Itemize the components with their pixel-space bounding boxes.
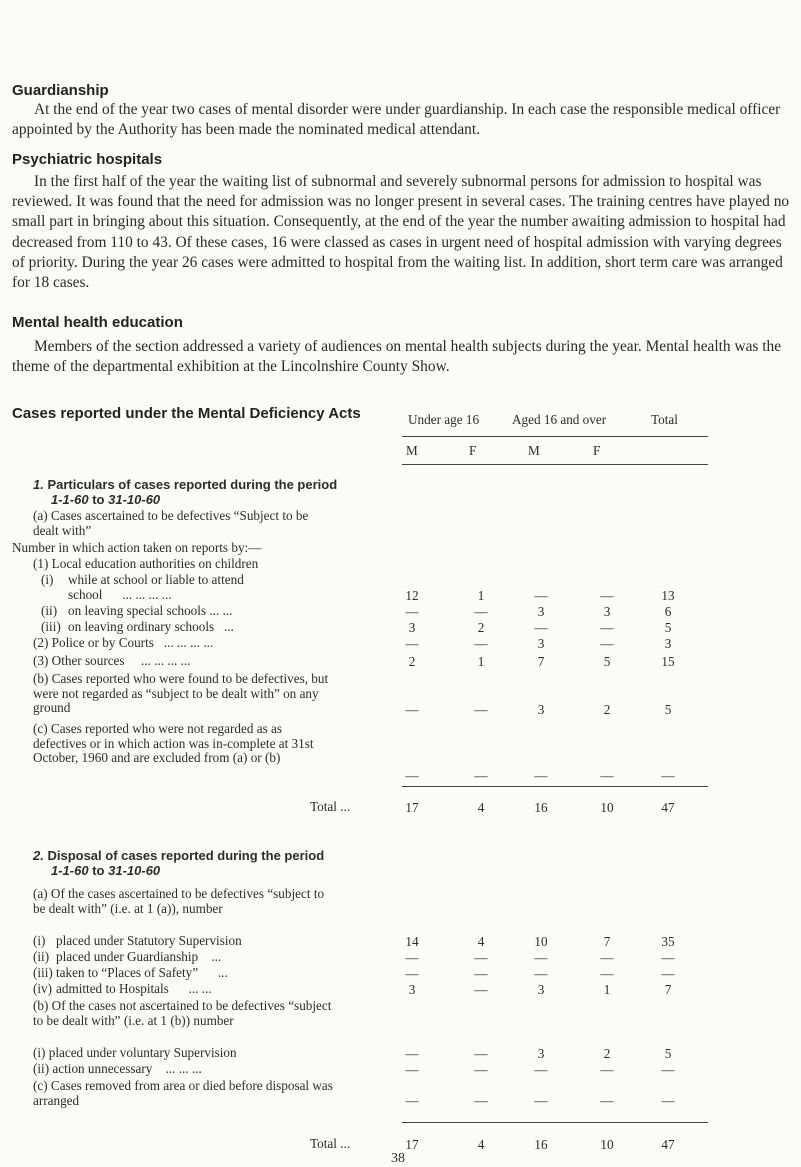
part2-bi: (i) placed under voluntary Supervision <box>33 1045 237 1060</box>
guardianship-text: At the end of the year two cases of mental disorder were under guardianship. In each case the responsible medical officer appointed by the Authority has been made the nominated medical attendant. <box>12 101 781 139</box>
part2-ai-num: (i) <box>33 933 46 948</box>
cell-part1-rows-r3-total: 15 <box>661 654 675 669</box>
part2-a: (a) Of the cases ascertained to be defectives “subject to be dealt with” (i.e. at 1 (a)), number <box>33 886 325 916</box>
part2-period <box>51 864 160 879</box>
part2-ai-text: placed under Statutory Supervision <box>56 933 242 948</box>
cell-part2-rows-ii-under16-m: — <box>405 950 419 965</box>
cell-part2-rows-total-under16-f: 4 <box>477 1137 485 1152</box>
cell-part2-rows-total-aged16-m: 16 <box>534 1137 548 1152</box>
guardianship-heading: Guardianship <box>12 82 109 99</box>
part1-period <box>51 493 160 508</box>
part1-heading <box>33 478 337 493</box>
part1-period-to: 31-10-60 <box>108 492 161 507</box>
cell-part1-rows-total-under16-m: 17 <box>405 800 419 815</box>
page-number: 38 <box>391 1151 405 1166</box>
cell-part1-rows-iii-aged16-f: — <box>600 620 614 635</box>
cell-part1-rows-r3-aged16-m: 7 <box>537 654 545 669</box>
psychiatric-text: In the first half of the year the waiting list of subnormal and severely subnormal persons for admission to hospital was reviewed. It was found that the need for admission was no longer present in several cases. The training centres have played no small part in bringing about this situation. Consequently, at the end of the year the number awaiting admission to hospital had decreased from 110 to 43. Of these cases, 16 were classed as cases in urgent need of hospital admission with varying degrees of priority. During the year 26 cases were admitted to hospital from the waiting list. In addition, short term care was arranged for 18 cases. <box>12 173 790 292</box>
part2-bii: (ii) action unnecessary ... ... ... <box>33 1061 202 1076</box>
cell-part2-rows-iv-under16-m: 3 <box>408 982 416 997</box>
col-f-aged16: F <box>593 443 601 458</box>
col-group-under16: Under age 16 <box>408 412 480 427</box>
cell-part2-rows-ii-total: — <box>661 950 675 965</box>
part1-heading-text: Particulars of cases reported during the period <box>47 477 338 492</box>
cell-part1-rows-total-aged16-m: 16 <box>534 800 548 815</box>
cell-part1-rows-i-under16-m: 12 <box>405 588 419 603</box>
cell-part1-rows-ii-under16-f: — <box>474 604 488 619</box>
cell-part1-rows-total-total: 47 <box>661 800 675 815</box>
table-title: Cases reported under the Mental Deficiency Acts <box>12 405 361 422</box>
part2-b: (b) Of the cases not ascertained to be defectives “subject to be dealt with” (i.e. at 1 (b)) number <box>33 998 332 1028</box>
cell-part1-rows-c-under16-f: — <box>474 768 488 783</box>
cell-part1-rows-c-aged16-f: — <box>600 768 614 783</box>
part1-r1: (1) Local education authorities on children <box>33 556 259 571</box>
cell-part1-rows-c-total: — <box>661 768 675 783</box>
cell-part1-rows-r2-aged16-f: — <box>600 636 614 651</box>
part1-rii-text: on leaving special schools ... ... <box>68 603 233 618</box>
cell-part1-rows-c-under16-m: — <box>405 768 419 783</box>
cell-part2-rows-c-under16-f: — <box>474 1093 488 1108</box>
part1-total-label: Total ... <box>310 799 351 814</box>
cell-part2-rows-iv-aged16-m: 3 <box>537 982 545 997</box>
part2-heading-text: Disposal of cases reported during the period <box>47 848 325 863</box>
cell-part2-rows-bii-under16-m: — <box>405 1062 419 1077</box>
col-group-total: Total <box>651 412 678 427</box>
part1-ri-text: while at school or liable to attend <box>68 572 244 587</box>
cell-part2-rows-c-under16-m: — <box>405 1093 419 1108</box>
cell-part1-rows-i-total: 13 <box>661 588 675 603</box>
cell-part2-rows-c-aged16-m: — <box>534 1093 548 1108</box>
cell-part2-rows-ii-aged16-f: — <box>600 950 614 965</box>
cell-part2-rows-bii-aged16-m: — <box>534 1062 548 1077</box>
cell-part2-rows-iv-under16-f: — <box>474 982 488 997</box>
cell-part2-rows-bii-under16-f: — <box>474 1062 488 1077</box>
part2-aiii-text: taken to “Places of Safety” ... <box>56 965 228 980</box>
cell-part1-rows-c-aged16-m: — <box>534 768 548 783</box>
cell-part1-rows-ii-aged16-f: 3 <box>603 604 611 619</box>
part2-aiii-num: (iii) <box>33 965 53 980</box>
cell-part1-rows-total-aged16-f: 10 <box>600 800 614 815</box>
cell-part2-rows-bi-total: 5 <box>664 1046 672 1061</box>
cell-part2-rows-bi-under16-f: — <box>474 1046 488 1061</box>
education-heading: Mental health education <box>12 314 183 331</box>
cell-part2-rows-iii-aged16-m: — <box>534 966 548 981</box>
cell-part2-rows-c-aged16-f: — <box>600 1093 614 1108</box>
education-text: Members of the section addressed a variety of audiences on mental health subjects during the year. Mental health was the theme of the departmental exhibition at the Lincolnshire County Show. <box>12 338 782 376</box>
part2-aiv-num: (iv) <box>33 981 53 996</box>
header-rule-top <box>402 436 708 437</box>
cell-part1-rows-b-aged16-m: 3 <box>537 702 545 717</box>
part2-aiv-text: admitted to Hospitals ... ... <box>56 981 212 996</box>
cell-part2-rows-bii-aged16-f: — <box>600 1062 614 1077</box>
part1-ri-num: (i) <box>41 572 54 587</box>
part1-riii-num: (iii) <box>41 619 61 634</box>
part1-b: (b) Cases reported who were found to be defectives, but were not regarded as “subject to be dealt with” on any ground <box>33 671 329 715</box>
part1-r3: (3) Other sources ... ... ... ... <box>33 653 191 668</box>
cell-part1-rows-r3-aged16-f: 5 <box>603 654 611 669</box>
part1-c: (c) Cases reported who were not regarded as as defectives or in which action was in-complete at 31st October, 1960 and are excluded from (a) or (b) <box>33 721 314 765</box>
cell-part1-rows-ii-total: 6 <box>664 604 672 619</box>
cell-part1-rows-b-aged16-f: 2 <box>603 702 611 717</box>
cell-part2-rows-total-total: 47 <box>661 1137 675 1152</box>
cell-part2-rows-bi-aged16-f: 2 <box>603 1046 611 1061</box>
part2-aii-text: placed under Guardianship ... <box>56 949 222 964</box>
cell-part2-rows-total-under16-m: 17 <box>405 1137 419 1152</box>
cell-part1-rows-r2-under16-m: — <box>405 636 419 651</box>
cell-part1-rows-r3-under16-f: 1 <box>477 654 485 669</box>
cell-part1-rows-r2-under16-f: — <box>474 636 488 651</box>
cell-part2-rows-ii-aged16-m: — <box>534 950 548 965</box>
part1-period-to-word: to <box>92 492 105 507</box>
cell-part1-rows-iii-under16-f: 2 <box>477 620 485 635</box>
part1-r2: (2) Police or by Courts ... ... ... ... <box>33 635 214 650</box>
cell-part2-rows-c-total: — <box>661 1093 675 1108</box>
cell-part1-rows-i-under16-f: 1 <box>477 588 485 603</box>
part2-period-to: 31-10-60 <box>108 863 161 878</box>
cell-part2-rows-total-aged16-f: 10 <box>600 1137 614 1152</box>
cell-part2-rows-iii-under16-m: — <box>405 966 419 981</box>
cell-part2-rows-i-total: 35 <box>661 934 675 949</box>
part1-total-rule <box>402 786 708 787</box>
cell-part1-rows-b-under16-f: — <box>474 702 488 717</box>
cell-part2-rows-bi-under16-m: — <box>405 1046 419 1061</box>
cell-part1-rows-r2-total: 3 <box>664 636 672 651</box>
cell-part1-rows-iii-aged16-m: — <box>534 620 548 635</box>
cell-part2-rows-iv-aged16-f: 1 <box>603 982 611 997</box>
part2-period-from: 1-1-60 <box>51 863 89 878</box>
cell-part1-rows-iii-under16-m: 3 <box>408 620 416 635</box>
part2-num: 2. <box>33 848 44 863</box>
part1-ri-text2: school ... ... ... ... <box>68 587 172 602</box>
part1-period-from: 1-1-60 <box>51 492 89 507</box>
cell-part1-rows-ii-aged16-m: 3 <box>537 604 545 619</box>
cell-part2-rows-i-aged16-f: 7 <box>603 934 611 949</box>
part2-c: (c) Cases removed from area or died before disposal was arranged <box>33 1078 333 1108</box>
cell-part1-rows-b-under16-m: — <box>405 702 419 717</box>
header-rule-bottom <box>402 464 708 465</box>
part1-rii-num: (ii) <box>41 603 58 618</box>
cell-part2-rows-ii-under16-f: — <box>474 950 488 965</box>
cell-part1-rows-r3-under16-m: 2 <box>408 654 416 669</box>
part1-a: (a) Cases ascertained to be defectives “Subject to be dealt with” <box>33 508 309 538</box>
part1-riii-text: on leaving ordinary schools ... <box>68 619 234 634</box>
cell-part1-rows-ii-under16-m: — <box>405 604 419 619</box>
col-m-aged16: M <box>528 443 540 458</box>
part2-heading <box>33 849 324 864</box>
cell-part2-rows-bi-aged16-m: 3 <box>537 1046 545 1061</box>
col-m-under16: M <box>406 443 418 458</box>
part2-total-rule <box>402 1122 708 1123</box>
cell-part2-rows-iii-under16-f: — <box>474 966 488 981</box>
part2-aii-num: (ii) <box>33 949 50 964</box>
part1-a-number: Number in which action taken on reports by:— <box>12 540 262 555</box>
part1-num: 1. <box>33 477 44 492</box>
part2-period-to-word: to <box>92 863 105 878</box>
cell-part2-rows-i-aged16-m: 10 <box>534 934 548 949</box>
cell-part1-rows-b-total: 5 <box>664 702 672 717</box>
cell-part1-rows-iii-total: 5 <box>664 620 672 635</box>
col-f-under16: F <box>469 443 477 458</box>
cell-part2-rows-iii-aged16-f: — <box>600 966 614 981</box>
cell-part1-rows-r2-aged16-m: 3 <box>537 636 545 651</box>
cell-part2-rows-bii-total: — <box>661 1062 675 1077</box>
psychiatric-heading: Psychiatric hospitals <box>12 151 163 168</box>
cell-part1-rows-i-aged16-f: — <box>600 588 614 603</box>
cell-part2-rows-i-under16-f: 4 <box>477 934 485 949</box>
cell-part1-rows-total-under16-f: 4 <box>477 800 485 815</box>
cell-part2-rows-iii-total: — <box>661 966 675 981</box>
col-group-aged16: Aged 16 and over <box>512 412 607 427</box>
part2-total-label: Total ... <box>310 1136 351 1151</box>
cell-part1-rows-i-aged16-m: — <box>534 588 548 603</box>
cell-part2-rows-iv-total: 7 <box>664 982 672 997</box>
cell-part2-rows-i-under16-m: 14 <box>405 934 419 949</box>
